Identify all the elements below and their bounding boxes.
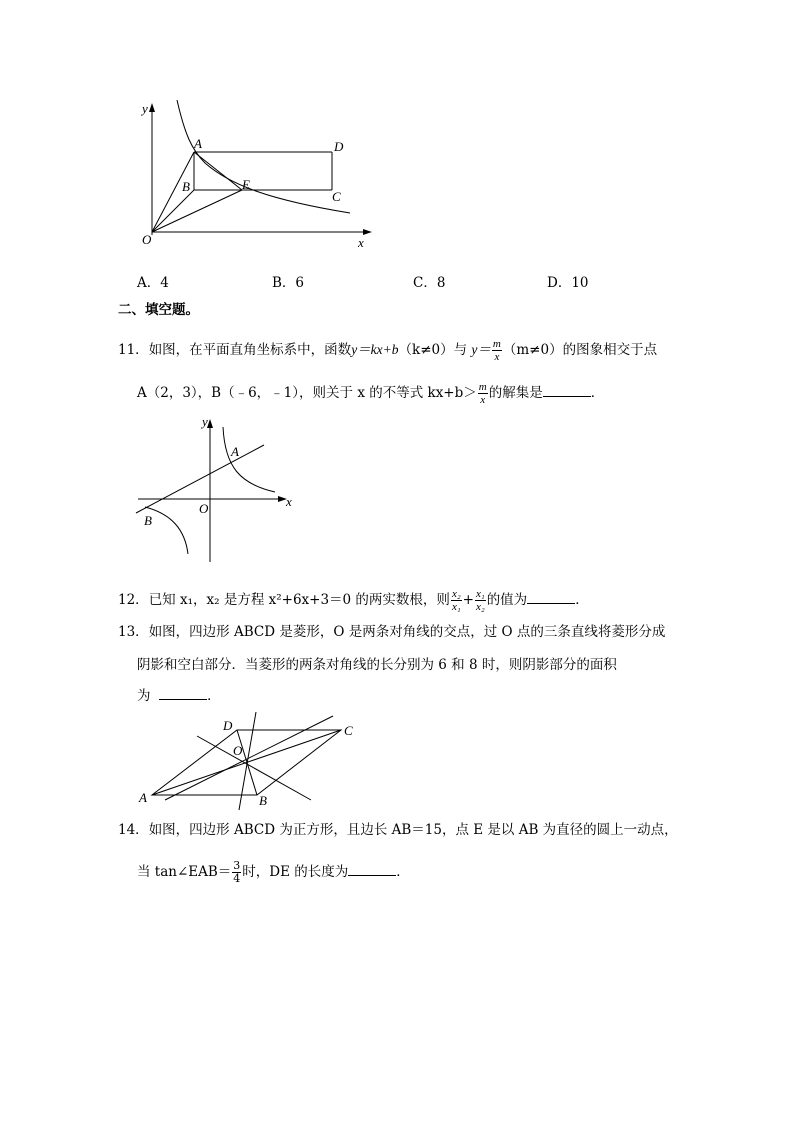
q11-text1: 如图，在平面直角坐标系中，函数	[148, 342, 352, 358]
fig13-label-B: B	[259, 793, 267, 808]
fig11-label-x: x	[286, 494, 292, 509]
q12-end: ．	[575, 592, 589, 608]
q13-text1: 如图，四边形 ABCD 是菱形，O 是两条对角线的交点，过 O 点的三条直线将菱形分成	[148, 624, 666, 640]
q14-answer-blank[interactable]	[348, 863, 396, 876]
q12-text2: 的值为	[486, 592, 528, 608]
q13-line1	[118, 623, 665, 641]
q11-figure	[130, 412, 305, 567]
q11-line2	[137, 381, 604, 406]
q11-cond2: （m≠0）的图象相交于点	[502, 342, 658, 358]
q11-answer-blank[interactable]	[543, 384, 591, 397]
fig13-label-D: D	[223, 718, 233, 733]
fig10-label-x: x	[358, 235, 364, 250]
fig10-label-O: O	[142, 232, 152, 247]
fig11-label-y: y	[202, 414, 208, 429]
q13-answer-blank[interactable]	[159, 687, 207, 700]
q13-line2: 阴影和空白部分．当菱形的两条对角线的长分别为 6 和 8 时，则阴影部分的面积	[137, 657, 617, 673]
fig11-label-O: O	[199, 501, 209, 516]
q11-end: ．	[590, 385, 605, 401]
fig10-label-E: E	[242, 177, 250, 192]
q14-end: ．	[396, 864, 410, 880]
q11-text2: A（2，3），B（﹣6，﹣1），则关于 x 的不等式 kx+b＞	[137, 385, 477, 401]
q14-number: 14．	[118, 822, 149, 838]
fig10-label-C: C	[332, 189, 341, 204]
q11-text3: 的解集是	[488, 385, 543, 401]
q12-fraction2: $\frac{\text{x₁}}{\text{x₂}}$	[475, 588, 485, 613]
q14-text2a: 当 tan∠EAB＝	[137, 864, 232, 880]
fig10-label-B: B	[182, 179, 190, 194]
q11-func2-lhs: y＝	[471, 342, 491, 357]
q11-number: 11．	[118, 342, 149, 358]
q12-answer-blank[interactable]	[527, 591, 575, 604]
q12-number: 12．	[118, 592, 149, 608]
fig13-label-C: C	[344, 723, 353, 738]
q13-figure	[135, 712, 365, 812]
q12-text1: 已知 x₁，x₂ 是方程 x²+6x+3＝0 的两实数根，则	[148, 592, 450, 608]
q11-line1	[118, 338, 657, 363]
q14-text2b: 时，DE 的长度为	[242, 864, 349, 880]
fig10-label-A: A	[194, 136, 202, 151]
q13-line3	[137, 687, 221, 705]
q11-cond1: （k≠0）与	[398, 342, 468, 358]
fig10-label-D: D	[334, 139, 344, 154]
q10-figure	[130, 95, 380, 255]
q11-func2-fraction: $\frac{m}{x}$	[492, 338, 501, 363]
q13-number: 13．	[118, 624, 149, 640]
q14-line1	[118, 821, 678, 839]
q13-text3: 为	[137, 688, 151, 704]
fig11-label-A: A	[231, 444, 239, 459]
q12-fraction1: $\frac{\text{x₂}}{\text{x₁}}$	[451, 588, 461, 613]
fig10-label-y: y	[142, 101, 148, 116]
q14-line2	[137, 860, 410, 885]
q12-plus: +	[462, 592, 474, 608]
q14-text1: 如图，四边形 ABCD 为正方形，且边长 AB＝15，点 E 是以 AB 为直径的圆上一动点，	[148, 822, 678, 838]
q14-fraction: $\frac{3}{4}$	[233, 859, 241, 885]
q12-line	[118, 588, 589, 613]
choice-c[interactable]: C．8	[413, 275, 446, 291]
choice-d[interactable]: D．10	[547, 275, 589, 291]
q11-ineq-fraction: $\frac{m}{x}$	[478, 381, 487, 406]
q11-func1: y＝kx+b	[351, 342, 399, 357]
q13-end: ．	[207, 688, 221, 704]
fig13-label-A: A	[139, 790, 147, 805]
choice-a[interactable]: A．4	[137, 275, 169, 291]
choice-b[interactable]: B．6	[272, 275, 305, 291]
fig11-label-B: B	[144, 513, 152, 528]
section-title: 二、填空题。	[118, 302, 199, 318]
fig13-label-O: O	[233, 743, 243, 758]
